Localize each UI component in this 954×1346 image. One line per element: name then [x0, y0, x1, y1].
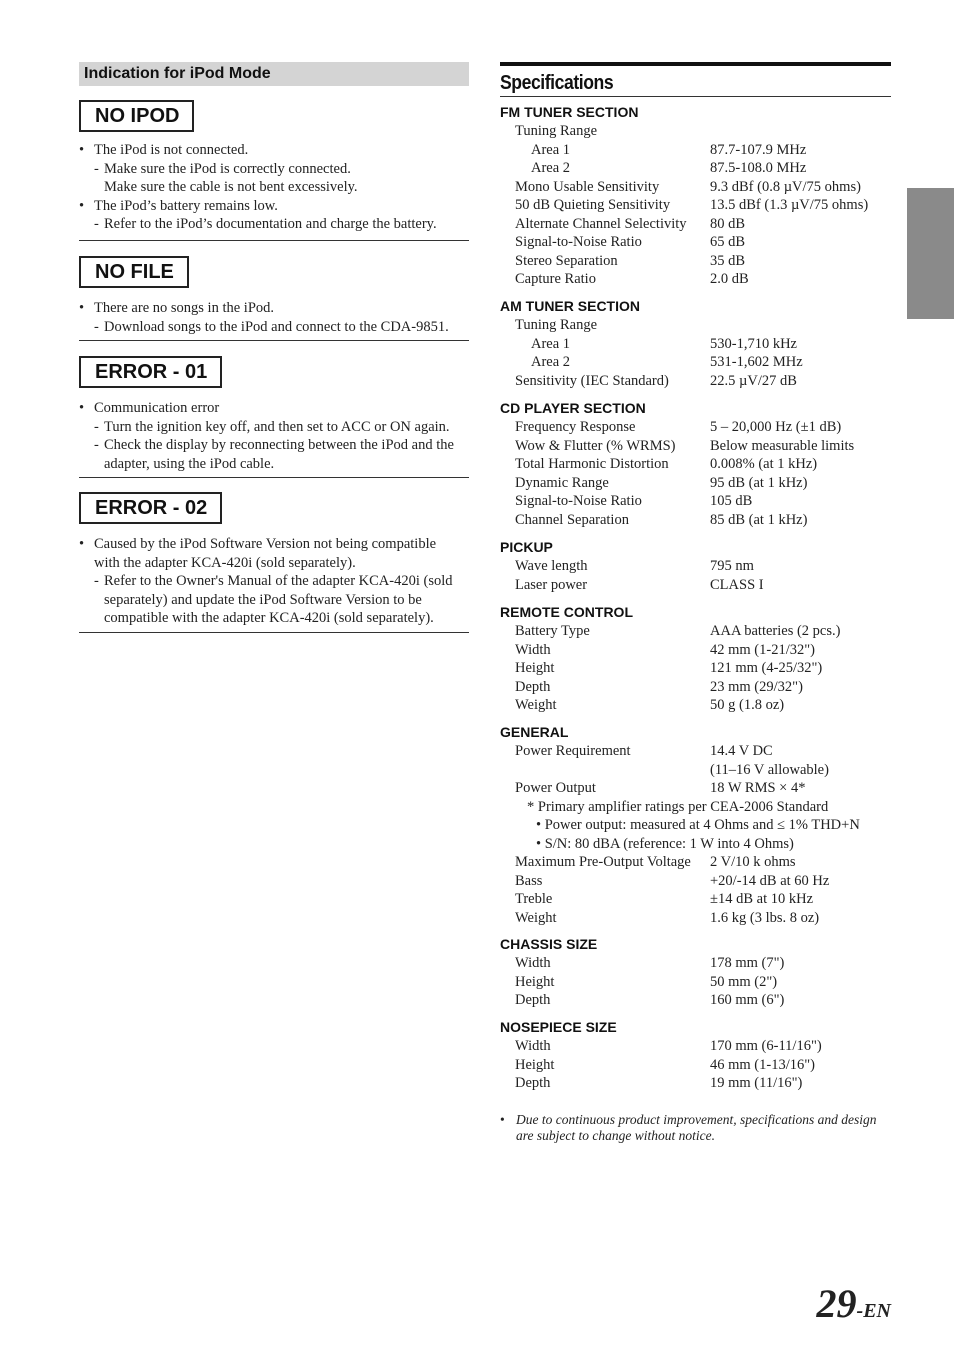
cd-player-section — [500, 399, 891, 529]
spec-label: Depth — [515, 1075, 551, 1091]
spec-row — [500, 678, 891, 697]
spec-row — [500, 474, 891, 493]
spec-rows — [500, 316, 891, 390]
divider — [79, 477, 469, 478]
footnote-line: are subject to change without notice. — [516, 1128, 715, 1143]
spec-value: 9.3 dBf (0.8 µV/75 ohms) — [710, 178, 861, 195]
page-number-suffix: -EN — [856, 1300, 891, 1322]
no-ipod-body — [79, 141, 469, 234]
spec-row: Weight 1.6 kg (3 lbs. 8 oz) — [515, 909, 820, 926]
divider — [79, 240, 469, 241]
spec-row — [500, 215, 891, 234]
section-title: REMOTE CONTROL — [500, 604, 633, 620]
spec-label: Channel Separation — [515, 511, 629, 528]
specifications-title: Specifications — [500, 72, 614, 94]
spec-value: 35 dB — [710, 252, 746, 269]
spec-value: 19 mm (11/16") — [710, 1075, 803, 1091]
spec-row — [500, 954, 891, 973]
spec-value: 87.7-107.9 MHz — [710, 141, 807, 158]
spec-row — [500, 1056, 891, 1075]
spec-value: 50 g (1.8 oz) — [710, 697, 785, 713]
spec-value: 42 mm (1-21/32") — [710, 641, 815, 658]
specifications-column — [500, 62, 891, 1143]
spec-row — [500, 335, 891, 354]
no-file-title: NO FILE — [79, 256, 189, 288]
spec-value: 795 nm — [710, 558, 754, 574]
spec-row — [500, 659, 891, 678]
spec-label: 50 dB Quieting Sensitivity — [515, 197, 671, 213]
no-file-block — [79, 256, 469, 336]
error-02-body — [79, 535, 469, 628]
spec-label: Tuning Range — [515, 123, 598, 139]
spec-row — [500, 141, 891, 160]
spec-value: 160 mm (6") — [710, 992, 785, 1008]
spec-value: 23 mm (29/32") — [710, 678, 803, 695]
spec-row — [500, 696, 891, 715]
section-title: NOSEPIECE SIZE — [500, 1019, 617, 1035]
spec-value: 80 dB — [710, 215, 746, 232]
spec-label: Signal-to-Noise Ratio — [515, 493, 642, 509]
spec-label: Sensitivity (IEC Standard) — [515, 372, 669, 389]
error-02-title: ERROR - 02 — [79, 492, 222, 524]
spec-row — [500, 641, 891, 660]
spec-row — [500, 973, 891, 992]
no-ipod-title: NO IPOD — [79, 100, 194, 132]
spec-label: Total Harmonic Distortion — [515, 456, 669, 472]
spec-value: 5 – 20,000 Hz (±1 dB) — [710, 419, 842, 435]
list-item: • Caused by the iPod Software Version not being compatible with the adapter KCA-420i (sold separately). — [79, 535, 469, 572]
list-subitem: - Check the display by reconnecting between the iPod and the — [94, 437, 454, 453]
page-number-value: 29 — [816, 1281, 857, 1326]
spec-label: Battery Type — [515, 623, 590, 639]
error-01-title: ERROR - 01 — [79, 356, 222, 388]
list-subitem: - Make sure the iPod is correctly connected. — [94, 160, 351, 177]
remote-control-section — [500, 603, 891, 715]
spec-row: Maximum Pre-Output Voltage 2 V/10 k ohms — [515, 854, 796, 870]
spec-row — [500, 492, 891, 511]
fm-tuner-section — [500, 103, 891, 289]
spec-label: Wave length — [515, 558, 588, 574]
spec-rows — [500, 122, 891, 289]
list-item: • There are no songs in the iPod. — [79, 299, 469, 318]
spec-label: Capture Ratio — [515, 271, 596, 287]
list-item: • Communication error — [79, 399, 469, 418]
spec-row — [500, 233, 891, 252]
spec-row — [500, 437, 891, 456]
spec-label: Height — [515, 1056, 555, 1073]
spec-row — [500, 159, 891, 178]
spec-value: 13.5 dBf (1.3 µV/75 ohms) — [710, 197, 869, 213]
spec-value: 95 dB (at 1 kHz) — [710, 474, 808, 491]
spec-row: Treble ±14 dB at 10 kHz — [515, 891, 814, 907]
spec-row — [500, 252, 891, 271]
spec-value: CLASS I — [710, 576, 764, 593]
spec-value: 50 mm (2") — [710, 973, 778, 990]
spec-label: Stereo Separation — [515, 252, 618, 269]
spec-row — [500, 557, 891, 576]
spec-value: 85 dB (at 1 kHz) — [710, 511, 808, 528]
spec-rows — [500, 418, 891, 529]
spec-label: Weight — [515, 697, 557, 713]
error-02-block — [79, 492, 469, 628]
list-subitem: - Download songs to the iPod and connect to the CDA-9851. — [94, 318, 449, 335]
spec-value: 2.0 dB — [710, 271, 749, 287]
spec-label: Alternate Channel Selectivity — [515, 215, 687, 232]
spec-label: Depth — [515, 678, 551, 695]
spec-label: Dynamic Range — [515, 474, 609, 491]
section-title: FM TUNER SECTION — [500, 104, 639, 120]
spec-label: Width — [515, 1038, 551, 1054]
spec-value: 22.5 µV/27 dB — [710, 372, 797, 389]
spec-note: * Primary amplifier ratings per CEA-2006 Standard — [527, 798, 829, 815]
spec-label: Area 1 — [531, 335, 571, 352]
spec-label: Mono Usable Sensitivity — [515, 178, 660, 195]
spec-value: 65 dB — [710, 234, 746, 250]
spec-row: Bass +20/-14 dB at 60 Hz — [515, 872, 830, 889]
spec-label: Area 2 — [531, 160, 571, 176]
spec-label: Tuning Range — [515, 317, 598, 333]
title-bar — [500, 62, 891, 66]
list-subitem-continued: compatible with the adapter KCA-420i (sold separately). — [104, 610, 434, 626]
list-item: • The iPod is not connected. — [79, 141, 469, 160]
spec-value: AAA batteries (2 pcs.) — [710, 623, 841, 639]
no-ipod-block — [79, 100, 469, 234]
spec-row — [500, 511, 891, 530]
spec-note: • S/N: 80 dBA (reference: 1 W into 4 Ohms) — [536, 835, 794, 852]
general-section — [500, 723, 891, 927]
spec-label: Signal-to-Noise Ratio — [515, 234, 642, 250]
divider — [79, 632, 469, 633]
spec-label: Laser power — [515, 576, 588, 593]
spec-label: Area 1 — [531, 141, 571, 158]
footnote-line: Due to continuous product improvement, specifications and design — [516, 1112, 877, 1127]
spec-row — [500, 178, 891, 197]
error-01-block — [79, 356, 469, 473]
spec-value: 530-1,710 kHz — [710, 335, 797, 352]
section-header: Indication for iPod Mode — [79, 62, 469, 86]
error-01-body — [79, 399, 469, 473]
section-title: CHASSIS SIZE — [500, 936, 598, 952]
spec-row — [500, 418, 891, 437]
spec-label: Frequency Response — [515, 419, 636, 435]
spec-value: 46 mm (1-13/16") — [710, 1056, 815, 1073]
spec-label: Width — [515, 641, 551, 658]
spec-value: Below measurable limits — [710, 437, 855, 454]
left-column — [79, 62, 469, 626]
spec-row — [500, 576, 891, 595]
spec-rows — [500, 557, 891, 594]
list-subitem-continued: Make sure the cable is not bent excessively. — [104, 179, 358, 195]
section-title: GENERAL — [500, 724, 569, 740]
chapter-tab — [907, 188, 954, 319]
spec-value: 87.5-108.0 MHz — [710, 160, 807, 176]
spec-value: 531-1,602 MHz — [710, 354, 803, 370]
spec-label: Height — [515, 660, 555, 676]
spec-row: Power Requirement 14.4 V DC — [515, 743, 773, 759]
spec-rows — [500, 622, 891, 715]
list-item: • The iPod’s battery remains low. — [79, 197, 469, 216]
spec-row: Power Output 18 W RMS × 4* — [515, 780, 806, 796]
title-underline — [500, 96, 891, 97]
section-title: PICKUP — [500, 539, 553, 555]
page-number — [817, 1280, 891, 1327]
spec-row: (11–16 V allowable) — [710, 761, 829, 778]
list-subitem: - Refer to the iPod’s documentation and charge the battery. — [94, 216, 437, 232]
spec-label: Area 2 — [531, 354, 571, 370]
spec-value: 105 dB — [710, 493, 753, 509]
spec-row — [500, 270, 891, 289]
spec-row — [500, 622, 891, 641]
spec-label: Height — [515, 973, 555, 990]
spec-row — [500, 353, 891, 372]
list-subitem: - Turn the ignition key off, and then set to ACC or ON again. — [94, 418, 450, 435]
spec-label: Wow & Flutter (% WRMS) — [515, 437, 676, 454]
list-subitem-continued: adapter, using the iPod cable. — [104, 455, 275, 472]
divider — [79, 340, 469, 341]
spec-note: • Power output: measured at 4 Ohms and ≤ 1% THD+N — [536, 817, 860, 833]
spec-row — [500, 455, 891, 474]
chassis-size-section — [500, 935, 891, 1010]
spec-value: 178 mm (7") — [710, 955, 785, 971]
footnote — [500, 1112, 891, 1144]
footnote-bullet: • — [500, 1112, 505, 1127]
spec-row — [500, 316, 891, 335]
section-title: CD PLAYER SECTION — [500, 400, 646, 416]
am-tuner-section — [500, 297, 891, 390]
spec-row — [500, 1037, 891, 1056]
spec-value: 0.008% (at 1 kHz) — [710, 456, 818, 472]
list-subitem-continued: separately) and update the iPod Software Version to be — [104, 591, 422, 608]
spec-rows — [500, 954, 891, 1010]
pickup-section — [500, 538, 891, 594]
spec-rows — [500, 1037, 891, 1093]
spec-row — [500, 991, 891, 1010]
spec-value: 170 mm (6-11/16") — [710, 1038, 822, 1054]
section-title: AM TUNER SECTION — [500, 298, 640, 314]
spec-row — [500, 1074, 891, 1093]
spec-value: 121 mm (4-25/32") — [710, 660, 823, 676]
spec-row — [500, 196, 891, 215]
spec-label: Depth — [515, 992, 551, 1008]
spec-label: Width — [515, 955, 551, 971]
spec-row — [500, 372, 891, 391]
no-file-body — [79, 299, 469, 336]
list-subitem: - Refer to the Owner's Manual of the adapter KCA-420i (sold — [94, 573, 453, 589]
nosepiece-size-section — [500, 1018, 891, 1093]
spec-row — [500, 122, 891, 141]
